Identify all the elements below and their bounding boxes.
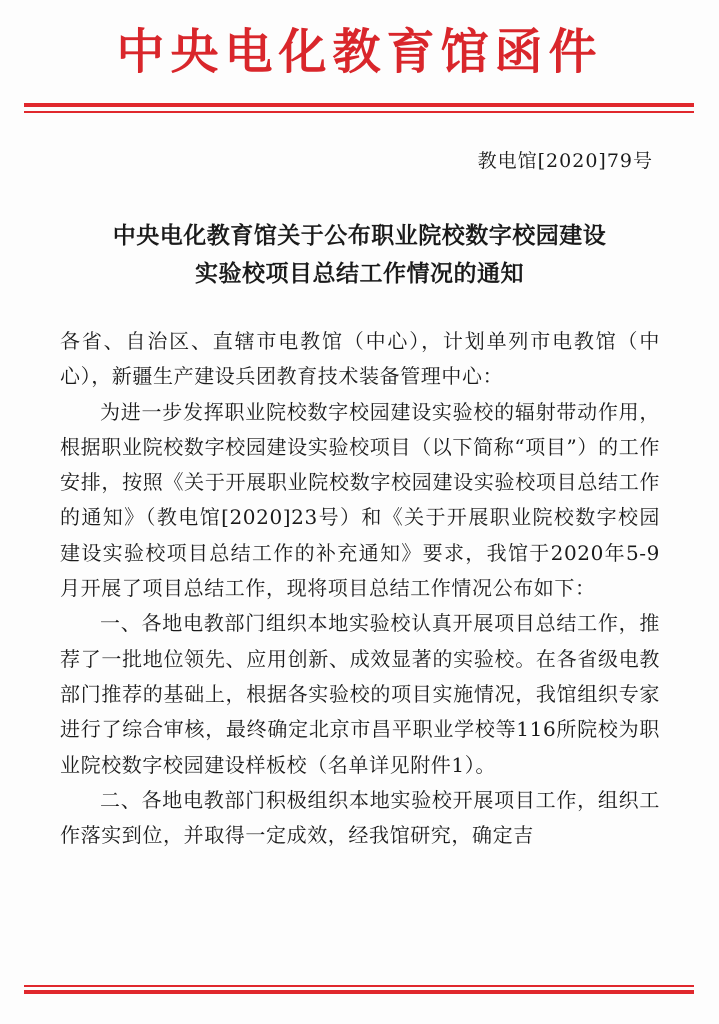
- masthead-title: 中央电化教育馆函件: [116, 24, 603, 80]
- addressee: 各省、自治区、直辖市电教馆（中心），计划单列市电教馆（中心），新疆生产建设兵团教育技术装备管理中心：: [60, 329, 660, 389]
- document-title: [0, 217, 719, 293]
- paragraph-section-2: 二、各地电教部门积极组织本地实验校开展项目工作，组织工作落实到位，并取得一定成效，经我馆研究，确定吉: [60, 787, 660, 848]
- footer-rule-thin: [24, 985, 694, 987]
- document-number: 教电馆[2020]79号: [477, 150, 653, 172]
- document-body: [60, 324, 660, 853]
- title-line-2: 实验校项目总结工作情况的通知: [195, 261, 524, 287]
- header-rule-thin: [24, 111, 694, 113]
- paragraph-section-1: 一、各地电教部门组织本地实验校认真开展项目总结工作，推荐了一批地位领先、应用创新、成效显著的实验校。在各省级电教部门推荐的基础上，根据各实验校的项目实施情况，我馆组织专家进行了综合审核，最终确定北京市昌平职业学校等116所院校为职业院校数字校园建设样板校（名单详见附件1）。: [60, 611, 660, 777]
- title-line-1: 中央电化教育馆关于公布职业院校数字校园建设: [112, 223, 607, 249]
- footer-rule-thick: [24, 990, 694, 994]
- paragraph-intro: 为进一步发挥职业院校数字校园建设实验校的辐射带动作用，根据职业院校数字校园建设实验校项目（以下简称“项目”）的工作安排，按照《关于开展职业院校数字校园建设实验校项目总结工作的通知》（教电馆[2020]23号）和《关于开展职业院校数字校园建设实验校项目总结工作的补充通知》要求，我馆于2020年5-9月开展了项目总结工作，现将项目总结工作情况公布如下：: [60, 399, 660, 601]
- header-rule-thick: [24, 103, 694, 107]
